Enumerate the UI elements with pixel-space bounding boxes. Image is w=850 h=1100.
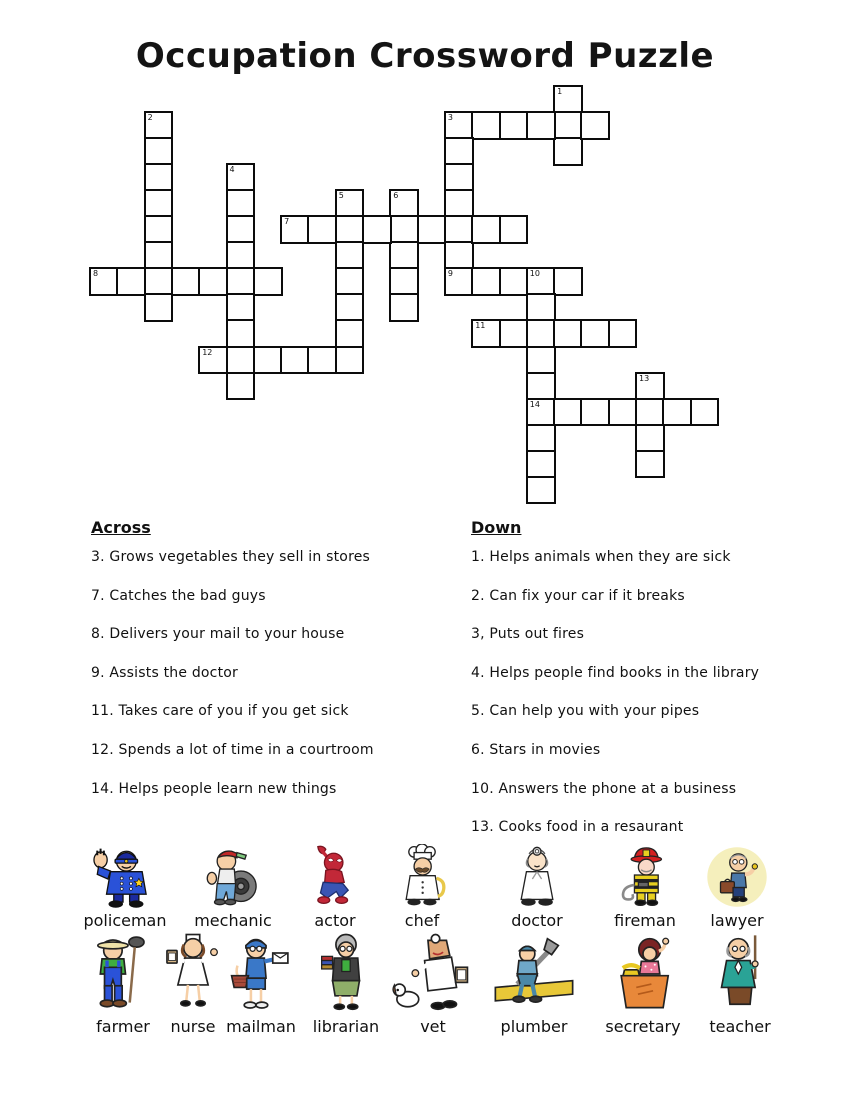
- crossword-cell[interactable]: [444, 111, 474, 140]
- crossword-cell[interactable]: [662, 398, 692, 427]
- crossword-cell[interactable]: [280, 346, 310, 375]
- crossword-cell[interactable]: [471, 111, 501, 140]
- crossword-cell[interactable]: [635, 372, 665, 401]
- crossword-cell[interactable]: [89, 267, 119, 296]
- crossword-cell[interactable]: [444, 189, 474, 218]
- crossword-cell[interactable]: [553, 267, 583, 296]
- occupation-label: policeman: [83, 911, 167, 930]
- down-clue: 10. Answers the phone at a business: [471, 780, 737, 797]
- cell-number: 5: [338, 191, 344, 201]
- actor-image: [302, 844, 368, 910]
- crossword-cell[interactable]: [253, 267, 283, 296]
- crossword-cell[interactable]: [144, 241, 174, 270]
- occupation-doctor: [482, 844, 592, 930]
- occupation-label: teacher: [709, 1017, 771, 1036]
- across-clue: 7. Catches the bad guys: [91, 587, 266, 604]
- crossword-cell[interactable]: [307, 215, 337, 244]
- fireman-image: [612, 844, 678, 910]
- occupation-label: librarian: [312, 1017, 380, 1036]
- secretary-image: [601, 932, 685, 1016]
- mechanic-image: [200, 844, 266, 910]
- crossword-cell[interactable]: [335, 293, 365, 322]
- crossword-cell[interactable]: [335, 241, 365, 270]
- crossword-cell[interactable]: [553, 137, 583, 166]
- crossword-cell[interactable]: [144, 111, 174, 140]
- crossword-cell[interactable]: [144, 189, 174, 218]
- crossword-cell[interactable]: [226, 293, 256, 322]
- crossword-grid: [0, 0, 850, 520]
- across-clue: 8. Delivers your mail to your house: [91, 626, 345, 643]
- crossword-cell[interactable]: [526, 293, 556, 322]
- crossword-cell[interactable]: [226, 372, 256, 401]
- crossword-cell[interactable]: [553, 111, 583, 140]
- policeman-image: [92, 844, 158, 910]
- crossword-cell[interactable]: [690, 398, 720, 427]
- cell-number: 8: [93, 269, 99, 279]
- occupation-label: nurse: [170, 1017, 216, 1036]
- occupation-label: mailman: [226, 1017, 296, 1036]
- across-clue: 11. Takes care of you if you get sick: [91, 703, 349, 720]
- crossword-cell[interactable]: [389, 267, 419, 296]
- across-clue: 9. Assists the doctor: [91, 664, 238, 681]
- cell-number: 2: [147, 113, 153, 123]
- down-clue: 1. Helps animals when they are sick: [471, 549, 731, 565]
- down-clue: 5. Can help you with your pipes: [471, 703, 700, 720]
- down-clues-section: [471, 517, 821, 857]
- crossword-cell[interactable]: [608, 319, 638, 348]
- crossword-cell[interactable]: [444, 241, 474, 270]
- across-clue: 3. Grows vegetables they sell in stores: [91, 549, 371, 565]
- occupation-label: chef: [404, 911, 440, 930]
- occupation-policeman: [70, 844, 180, 930]
- crossword-cell[interactable]: [144, 163, 174, 192]
- crossword-cell[interactable]: [335, 215, 365, 244]
- crossword-cell[interactable]: [226, 319, 256, 348]
- across-clue-list: [91, 548, 431, 799]
- crossword-cell[interactable]: [417, 215, 447, 244]
- crossword-cell[interactable]: [499, 215, 529, 244]
- plumber-image: [492, 932, 576, 1016]
- crossword-cell[interactable]: [526, 111, 556, 140]
- down-clue: 3, Puts out fires: [471, 626, 585, 643]
- cell-number: 10: [529, 269, 540, 279]
- crossword-cell[interactable]: [389, 293, 419, 322]
- occupation-label: doctor: [511, 911, 563, 930]
- down-clue: 13. Cooks food in a resaurant: [471, 819, 684, 836]
- crossword-cell[interactable]: [362, 215, 392, 244]
- crossword-cell[interactable]: [335, 189, 365, 218]
- crossword-cell[interactable]: [116, 267, 146, 296]
- occupation-teacher: [685, 932, 795, 1036]
- crossword-cell[interactable]: [471, 267, 501, 296]
- crossword-cell[interactable]: [526, 346, 556, 375]
- across-heading: Across: [91, 518, 151, 537]
- occupation-label: vet: [420, 1017, 446, 1036]
- crossword-cell[interactable]: [144, 137, 174, 166]
- crossword-cell[interactable]: [526, 450, 556, 479]
- crossword-cell[interactable]: [553, 319, 583, 348]
- down-clue: 6. Stars in movies: [471, 741, 601, 758]
- cell-number: 12: [202, 347, 213, 357]
- down-clue: 2. Can fix your car if it breaks: [471, 587, 685, 604]
- crossword-cell[interactable]: [335, 319, 365, 348]
- crossword-cell[interactable]: [499, 267, 529, 296]
- cell-number: 9: [447, 269, 453, 279]
- occupation-label: lawyer: [710, 911, 764, 930]
- crossword-cell[interactable]: [635, 450, 665, 479]
- crossword-cell[interactable]: [444, 137, 474, 166]
- down-clue: 4. Helps people find books in the library: [471, 664, 760, 681]
- crossword-cell[interactable]: [226, 241, 256, 270]
- page-title: Occupation Crossword Puzzle: [135, 36, 715, 76]
- across-clues-section: [91, 517, 431, 818]
- crossword-cell[interactable]: [526, 267, 556, 296]
- crossword-cell[interactable]: [226, 215, 256, 244]
- occupation-mechanic: [178, 844, 288, 930]
- crossword-cell[interactable]: [335, 267, 365, 296]
- crossword-cell[interactable]: [389, 189, 419, 218]
- crossword-cell[interactable]: [226, 346, 256, 375]
- occupation-plumber: [479, 932, 589, 1036]
- crossword-cell[interactable]: [253, 346, 283, 375]
- crossword-cell[interactable]: [635, 424, 665, 453]
- down-heading: Down: [471, 518, 522, 537]
- doctor-image: [504, 844, 570, 910]
- occupation-label: secretary: [605, 1017, 681, 1036]
- crossword-cell[interactable]: [389, 241, 419, 270]
- crossword-cell[interactable]: [526, 372, 556, 401]
- occupation-chef: [367, 844, 477, 930]
- teacher-image: [698, 932, 782, 1016]
- crossword-cell[interactable]: [553, 398, 583, 427]
- crossword-cell[interactable]: [471, 319, 501, 348]
- lawyer-image: [704, 844, 770, 910]
- cell-number: 6: [393, 191, 399, 201]
- crossword-cell[interactable]: [526, 424, 556, 453]
- across-clue: 14. Helps people learn new things: [91, 780, 337, 797]
- cell-number: 14: [529, 399, 540, 409]
- vet-image: [391, 932, 475, 1016]
- crossword-cell[interactable]: [226, 267, 256, 296]
- cell-number: 3: [447, 113, 453, 123]
- crossword-cell[interactable]: [335, 346, 365, 375]
- crossword-cell[interactable]: [307, 346, 337, 375]
- cell-number: 11: [475, 321, 486, 331]
- crossword-cell[interactable]: [198, 267, 228, 296]
- cell-number: 4: [229, 165, 235, 175]
- crossword-cell[interactable]: [580, 111, 610, 140]
- chef-image: [389, 844, 455, 910]
- occupation-vet: [378, 932, 488, 1036]
- down-clue-list: [471, 548, 821, 838]
- crossword-cell[interactable]: [526, 476, 556, 505]
- crossword-cell[interactable]: [280, 215, 310, 244]
- crossword-cell[interactable]: [635, 398, 665, 427]
- cell-number: 1: [557, 87, 563, 96]
- crossword-cell[interactable]: [171, 267, 201, 296]
- crossword-cell[interactable]: [444, 163, 474, 192]
- crossword-cell[interactable]: [444, 267, 474, 296]
- crossword-cell[interactable]: [389, 215, 419, 244]
- crossword-cell[interactable]: [499, 319, 529, 348]
- crossword-cell[interactable]: [144, 293, 174, 322]
- cell-number: 7: [284, 217, 290, 227]
- librarian-image: [304, 932, 388, 1016]
- occupation-label: mechanic: [194, 911, 272, 930]
- crossword-cell[interactable]: [144, 267, 174, 296]
- cell-number: 13: [639, 373, 650, 383]
- occupation-label: plumber: [500, 1017, 568, 1036]
- crossword-cell[interactable]: [526, 319, 556, 348]
- occupation-lawyer: [682, 844, 792, 930]
- occupation-label: farmer: [96, 1017, 150, 1036]
- crossword-cell[interactable]: [608, 398, 638, 427]
- crossword-cell[interactable]: [226, 163, 256, 192]
- across-clue: 12. Spends a lot of time in a courtroom: [91, 741, 374, 758]
- crossword-cell[interactable]: [444, 215, 474, 244]
- occupation-label: fireman: [614, 911, 676, 930]
- crossword-cell[interactable]: [580, 319, 610, 348]
- occupation-secretary: [588, 932, 698, 1036]
- crossword-cell[interactable]: [580, 398, 610, 427]
- crossword-cell[interactable]: [526, 398, 556, 427]
- crossword-cell[interactable]: [198, 346, 228, 375]
- crossword-cell[interactable]: [471, 215, 501, 244]
- crossword-cell[interactable]: [553, 85, 583, 114]
- occupation-label: actor: [314, 911, 356, 930]
- crossword-cell[interactable]: [144, 215, 174, 244]
- crossword-cell[interactable]: [499, 111, 529, 140]
- crossword-cell[interactable]: [226, 189, 256, 218]
